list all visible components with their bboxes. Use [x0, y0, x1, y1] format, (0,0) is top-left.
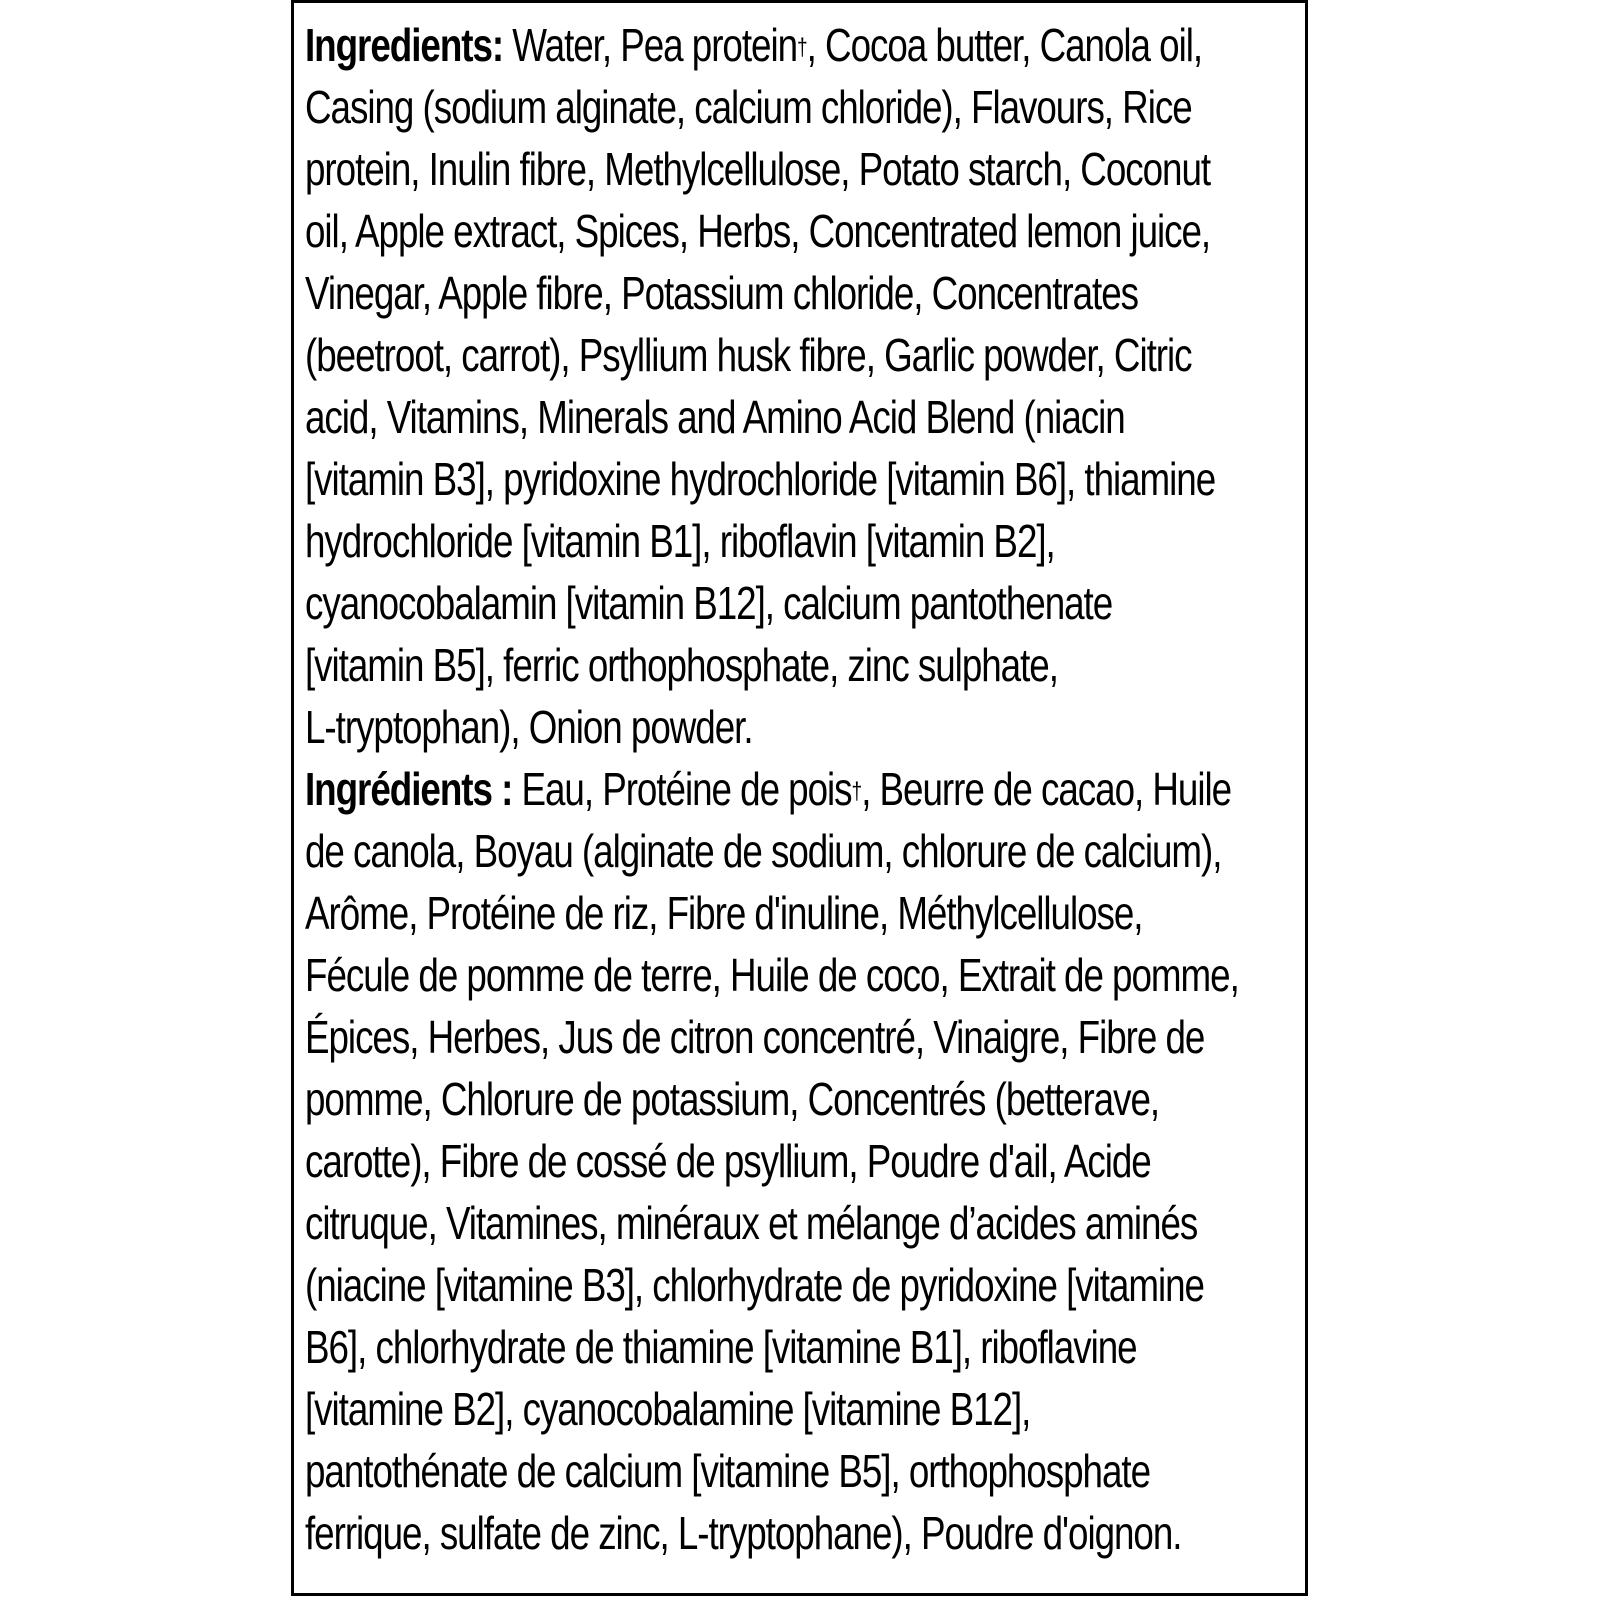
- french-line-9: (niacine [vitamine B3], chlorhydrate de pyridoxine [vitamine: [305, 1259, 1204, 1311]
- french-line-10: B6], chlorhydrate de thiamine [vitamine B1], riboflavine: [305, 1321, 1137, 1373]
- french-line-2: de canola, Boyau (alginate de sodium, chlorure de calcium),: [305, 825, 1222, 877]
- french-line-5: Épices, Herbes, Jus de citron concentré, Vinaigre, Fibre de: [305, 1011, 1205, 1063]
- english-line-6: (beetroot, carrot), Psyllium husk fibre, Garlic powder, Citric: [305, 329, 1192, 381]
- french-line-6: pomme, Chlorure de potassium, Concentrés (betterave,: [305, 1073, 1160, 1125]
- french-line-8: citruque, Vitamines, minéraux et mélange d’acides aminés: [305, 1197, 1198, 1249]
- dagger-mark: †: [797, 34, 807, 61]
- french-line-12: pantothénate de calcium [vitamine B5], orthophosphate: [305, 1445, 1151, 1497]
- french-line-1: Ingrédients : Eau, Protéine de pois†, Beurre de cacao, Huile: [305, 763, 1232, 815]
- english-line-12: L-tryptophan), Onion powder.: [305, 701, 753, 753]
- english-line-5: Vinegar, Apple fibre, Potassium chloride, Concentrates: [305, 267, 1139, 319]
- english-line-8: [vitamin B3], pyridoxine hydrochloride [vitamin B6], thiamine: [305, 453, 1216, 505]
- english-line-3: protein, Inulin fibre, Methylcellulose, Potato starch, Coconut: [305, 143, 1211, 195]
- english-line-4: oil, Apple extract, Spices, Herbs, Concentrated lemon juice,: [305, 205, 1211, 257]
- french-line-4: Fécule de pomme de terre, Huile de coco, Extrait de pomme,: [305, 949, 1239, 1001]
- english-line-9: hydrochloride [vitamin B1], riboflavin [vitamin B2],: [305, 515, 1055, 567]
- french-line-11: [vitamine B2], cyanocobalamine [vitamine B12],: [305, 1383, 1031, 1435]
- french-line-3: Arôme, Protéine de riz, Fibre d'inuline, Méthylcellulose,: [305, 887, 1143, 939]
- french-line-13: ferrique, sulfate de zinc, L-tryptophane), Poudre d'oignon.: [305, 1507, 1182, 1559]
- english-line-10: cyanocobalamin [vitamin B12], calcium pantothenate: [305, 577, 1113, 629]
- english-line-1: Ingredients: Water, Pea protein†, Cocoa butter, Canola oil,: [305, 19, 1203, 71]
- english-line-2: Casing (sodium alginate, calcium chloride), Flavours, Rice: [305, 81, 1192, 133]
- english-ingredients: [305, 14, 1305, 758]
- french-line-7: carotte), Fibre de cossé de psyllium, Poudre d'ail, Acide: [305, 1135, 1151, 1187]
- french-ingredients: [305, 758, 1305, 1564]
- english-line-7: acid, Vitamins, Minerals and Amino Acid Blend (niacin: [305, 391, 1125, 443]
- dagger-mark: †: [851, 778, 862, 805]
- french-heading: Ingrédients :: [305, 763, 513, 815]
- english-line-11: [vitamin B5], ferric orthophosphate, zinc sulphate,: [305, 639, 1058, 691]
- english-heading: Ingredients:: [305, 19, 504, 71]
